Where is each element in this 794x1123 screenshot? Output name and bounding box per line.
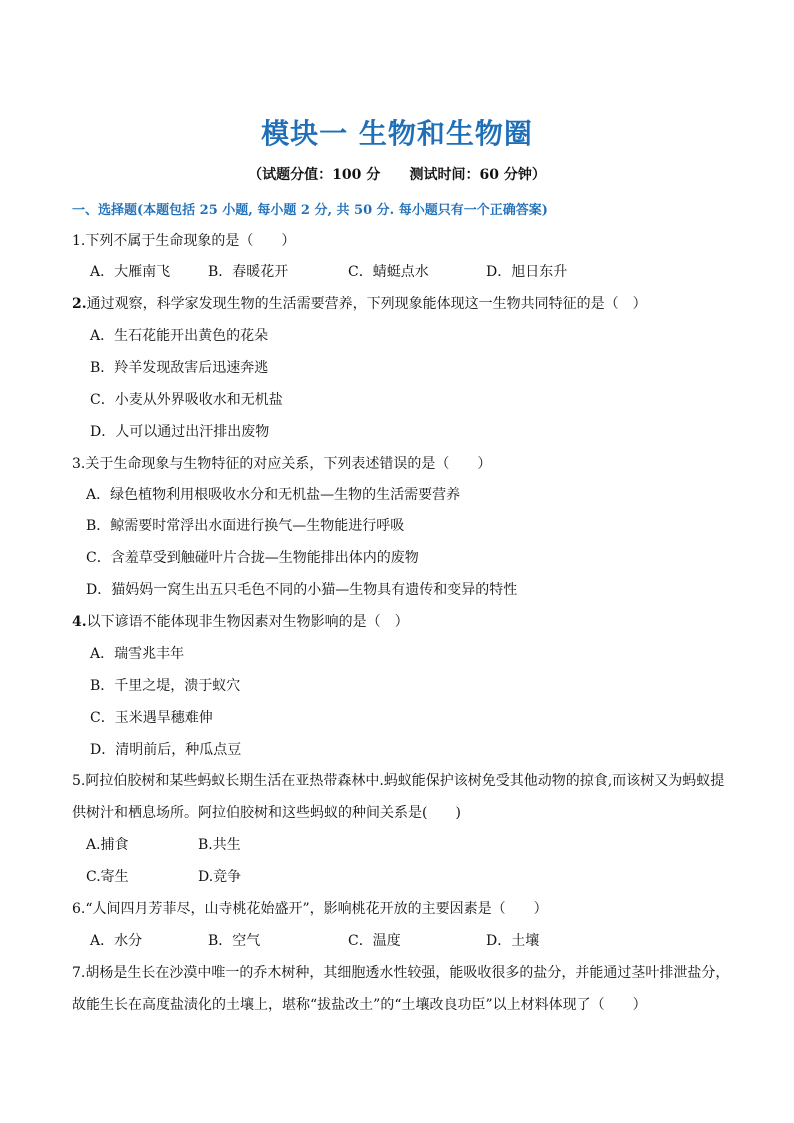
q6-option-c: C．温度 bbox=[348, 933, 401, 949]
q5-option-a: A.捕食 bbox=[86, 837, 129, 853]
q1-option-b: B．春暖花开 bbox=[208, 264, 289, 280]
question-7-stem-line-2: 故能生长在高度盐渍化的土壤上，堪称“拔盐改土”的“土壤改良功臣”以上材料体现了（ ） bbox=[72, 997, 647, 1013]
q3-option-d: D．猫妈妈一窝生出五只毛色不同的小猫—生物具有遗传和变异的特性 bbox=[86, 582, 518, 598]
q1-option-a: A．大雁南飞 bbox=[90, 264, 171, 280]
q3-option-b: B．鲸需要时常浮出水面进行换气—生物能进行呼吸 bbox=[86, 518, 405, 534]
q2-option-d: D．人可以通过出汗排出废物 bbox=[90, 424, 270, 440]
question-2-number: 2. bbox=[72, 296, 87, 312]
question-4-stem bbox=[72, 612, 409, 632]
q6-option-b: B．空气 bbox=[208, 933, 261, 949]
page-title: 模块一 生物和生物圈 bbox=[261, 117, 533, 150]
q4-option-d: D．清明前后，种瓜点豆 bbox=[90, 742, 242, 758]
q4-option-b: B．千里之堤，溃于蚁穴 bbox=[90, 678, 241, 694]
question-4-text: 以下谚语不能体现非生物因素对生物影响的是（ ） bbox=[86, 614, 409, 630]
question-5-stem-line-1: 5.阿拉伯胶树和某些蚂蚁长期生活在亚热带森林中.蚂蚁能保护该树免受其他动物的掠食,而该树又为蚂蚁提 bbox=[72, 773, 725, 789]
q1-option-c: C．蜻蜓点水 bbox=[348, 264, 429, 280]
section-heading: 一、选择题(本题包括 25 小题, 每小题 2 分, 共 50 分. 每小题只有一个正确答案) bbox=[72, 203, 548, 218]
question-4-number: 4. bbox=[72, 614, 87, 630]
question-5-stem-line-2: 供树汁和栖息场所。阿拉伯胶树和这些蚂蚁的种间关系是( ) bbox=[72, 805, 461, 821]
question-1-stem: 1.下列不属于生命现象的是（ ） bbox=[72, 233, 296, 249]
q5-option-d: D.竞争 bbox=[198, 869, 242, 885]
question-2-stem bbox=[72, 294, 647, 314]
q5-option-b: B.共生 bbox=[198, 837, 241, 853]
page-subtitle: （试题分值：100 分 测试时间：60 分钟） bbox=[248, 167, 546, 183]
q6-option-a: A．水分 bbox=[90, 933, 143, 949]
q6-option-d: D．土壤 bbox=[486, 933, 540, 949]
q1-option-d: D．旭日东升 bbox=[486, 264, 568, 280]
q5-option-c: C.寄生 bbox=[86, 869, 129, 885]
question-2-text: 通过观察，科学家发现生物的生活需要营养，下列现象能体现这一生物共同特征的是（ ） bbox=[86, 296, 647, 312]
q3-option-c: C．含羞草受到触碰叶片合拢—生物能排出体内的废物 bbox=[86, 550, 419, 566]
q2-option-b: B．羚羊发现敌害后迅速奔逃 bbox=[90, 360, 269, 376]
question-7-stem-line-1: 7.胡杨是生长在沙漠中唯一的乔木树种，其细胞透水性较强，能吸收很多的盐分，并能通过茎叶排泄盐分， bbox=[72, 965, 730, 981]
q2-option-c: C．小麦从外界吸收水和无机盐 bbox=[90, 392, 283, 408]
q4-option-c: C．玉米遇旱穗难伸 bbox=[90, 710, 213, 726]
question-3-stem: 3.关于生命现象与生物特征的对应关系，下列表述错误的是（ ） bbox=[72, 456, 492, 472]
question-6-stem: 6.“人间四月芳菲尽，山寺桃花始盛开”，影响桃花开放的主要因素是（ ） bbox=[72, 901, 548, 917]
q4-option-a: A．瑞雪兆丰年 bbox=[90, 646, 185, 662]
q3-option-a: A．绿色植物利用根吸收水分和无机盐—生物的生活需要营养 bbox=[86, 487, 461, 503]
q2-option-a: A．生石花能开出黄色的花朵 bbox=[90, 328, 269, 344]
